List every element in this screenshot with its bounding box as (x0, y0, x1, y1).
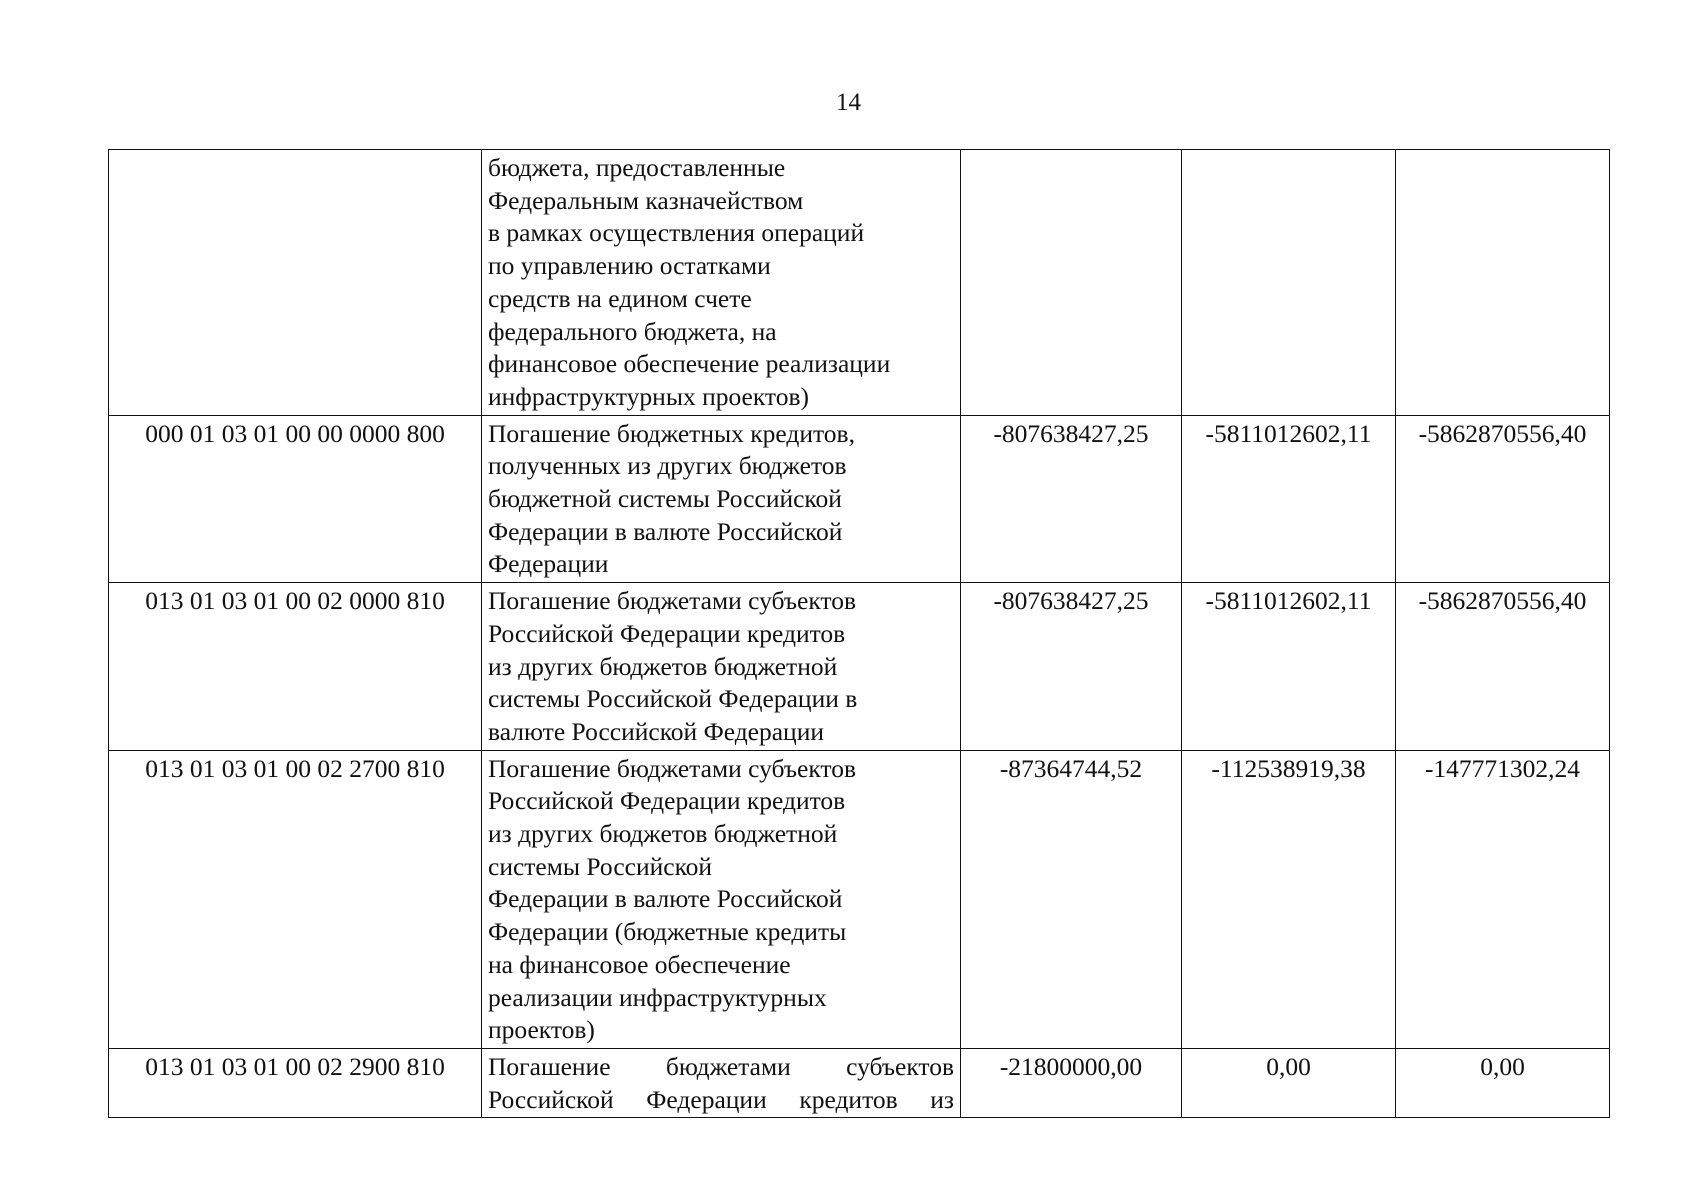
description-line: проектов) (488, 1015, 595, 1045)
description-line: системы Российской Федерации в (488, 684, 858, 714)
amount-year-3 (1396, 150, 1610, 416)
description-line: инфраструктурных проектов) (488, 381, 810, 411)
description-line: Погашение бюджетами субъектов (488, 1051, 954, 1081)
amount-year-3: -147771302,24 (1396, 750, 1610, 1048)
description-line: Погашение бюджетных кредитов, (488, 418, 855, 448)
table-row (109, 415, 1610, 583)
description-line: Российской Федерации кредитов (488, 786, 846, 816)
description-line: Федерации (бюджетные кредиты (488, 917, 847, 947)
amount-year-2: -112538919,38 (1182, 750, 1396, 1048)
amount-year-1: -21800000,00 (961, 1048, 1182, 1117)
description-line: Федерации в валюте Российской (488, 516, 843, 546)
table-row (109, 750, 1610, 1048)
description-line: Погашение бюджетами субъектов (488, 753, 857, 783)
budget-table (108, 149, 1610, 1118)
description-line: реализации инфраструктурных (488, 982, 827, 1012)
description-line: Федерации в валюте Российской (488, 884, 843, 914)
table-row (109, 1048, 1610, 1117)
amount-year-3: 0,00 (1396, 1048, 1610, 1117)
budget-code (109, 150, 482, 416)
description-line: средств на едином счете (488, 283, 752, 313)
description-line: Федеральным казначейством (488, 185, 804, 215)
amount-year-2: -5811012602,11 (1182, 583, 1396, 751)
description-line: федерального бюджета, на (488, 316, 777, 346)
description-line: Российской Федерации кредитов из (488, 1084, 954, 1114)
amount-year-1 (961, 150, 1182, 416)
description-line: финансовое обеспечение реализации (488, 349, 891, 379)
description-line: по управлению остатками (488, 251, 771, 281)
row-description (482, 150, 961, 416)
budget-code: 013 01 03 01 00 02 2900 810 (109, 1048, 482, 1117)
description-line: Погашение бюджетами субъектов (488, 586, 857, 616)
amount-year-2 (1182, 150, 1396, 416)
description-line: бюджетной системы Российской (488, 484, 842, 514)
description-line: Российской Федерации кредитов (488, 618, 846, 648)
description-line: Федерации (488, 549, 609, 579)
amount-year-2: 0,00 (1182, 1048, 1396, 1117)
amount-year-1: -87364744,52 (961, 750, 1182, 1048)
amount-year-3: -5862870556,40 (1396, 415, 1610, 583)
description-line: бюджета, предоставленные (488, 153, 786, 182)
amount-year-3: -5862870556,40 (1396, 583, 1610, 751)
amount-year-2: -5811012602,11 (1182, 415, 1396, 583)
description-line: на финансовое обеспечение (488, 949, 791, 979)
row-description (482, 583, 961, 751)
budget-code: 000 01 03 01 00 00 0000 800 (109, 415, 482, 583)
description-line: полученных из других бюджетов (488, 451, 847, 481)
table-row (109, 150, 1610, 416)
description-line: валюте Российской Федерации (488, 716, 824, 746)
table-row (109, 583, 1610, 751)
page-number: 14 (836, 89, 861, 116)
budget-code: 013 01 03 01 00 02 2700 810 (109, 750, 482, 1048)
description-line: из других бюджетов бюджетной (488, 819, 838, 849)
budget-code: 013 01 03 01 00 02 0000 810 (109, 583, 482, 751)
row-description (482, 1048, 961, 1117)
amount-year-1: -807638427,25 (961, 415, 1182, 583)
description-line: из других бюджетов бюджетной (488, 651, 838, 681)
amount-year-1: -807638427,25 (961, 583, 1182, 751)
description-line: в рамках осуществления операций (488, 218, 865, 248)
row-description (482, 750, 961, 1048)
description-line: системы Российской (488, 851, 713, 881)
row-description (482, 415, 961, 583)
